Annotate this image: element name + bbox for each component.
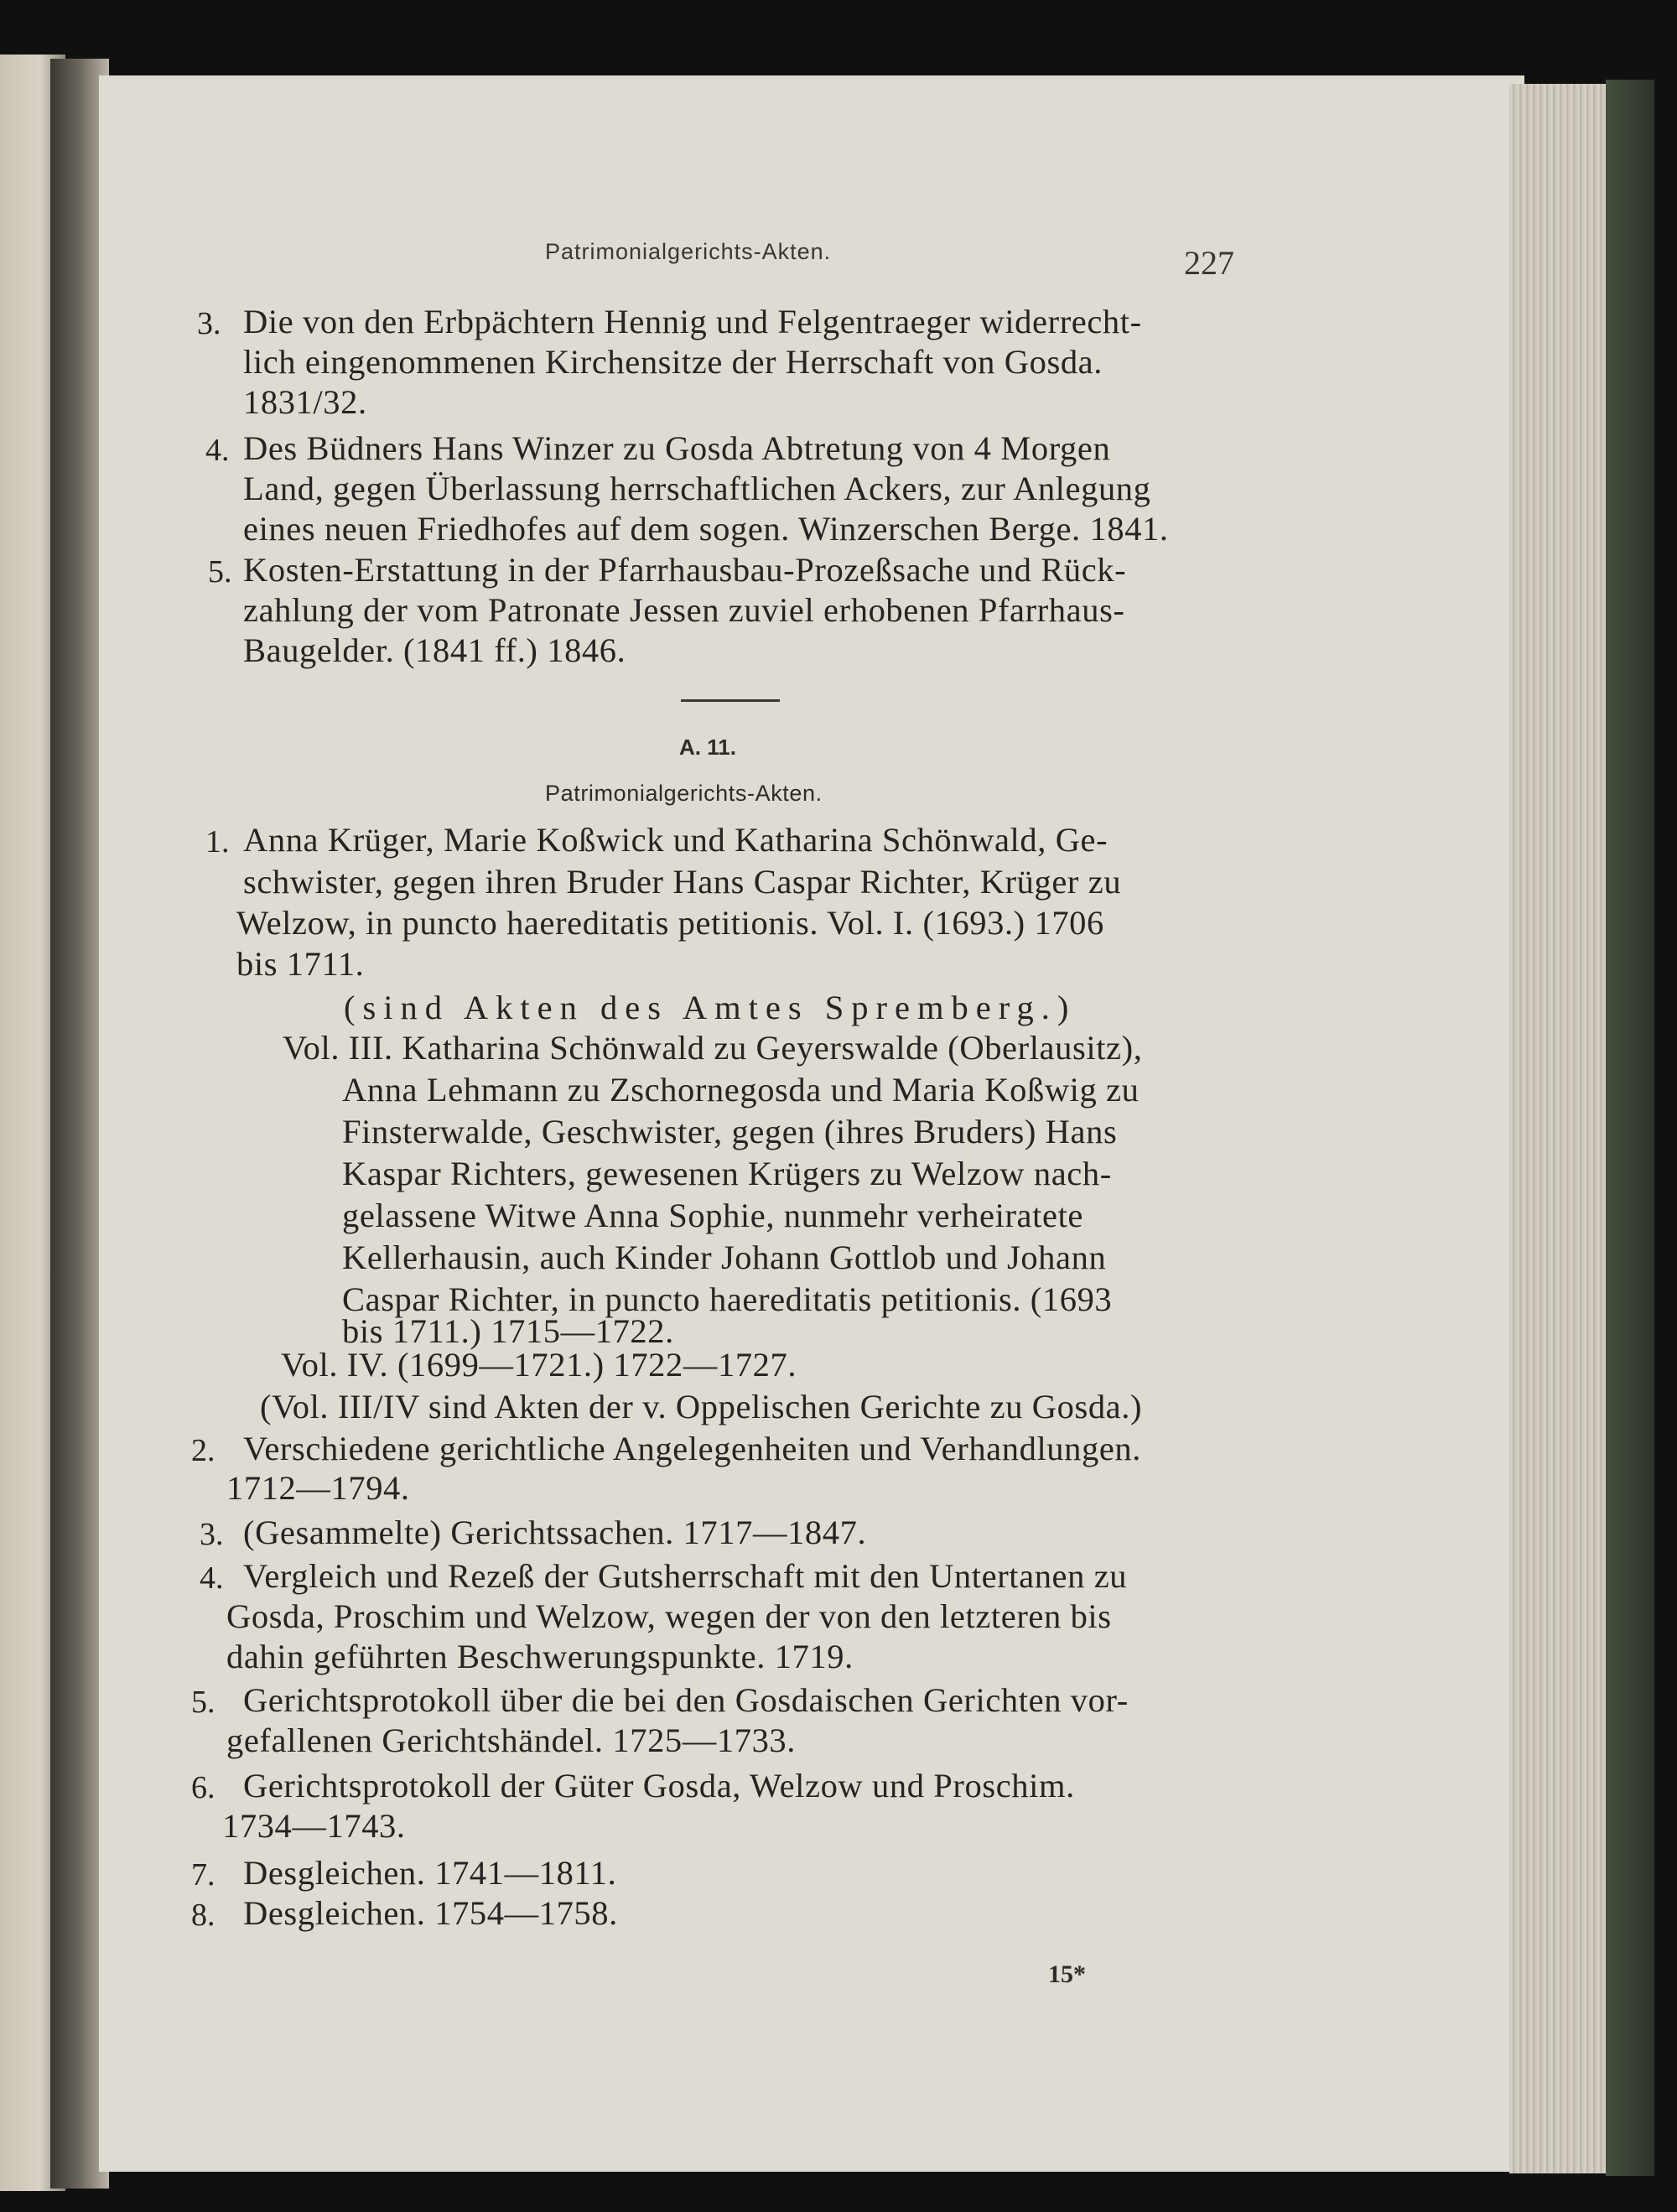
entry-line: schwister, gegen ihren Bruder Hans Caspar Richter, Krüger zu: [243, 863, 1122, 901]
entry-line: Vergleich und Rezeß der Gutsherrschaft mit den Untertanen zu: [243, 1557, 1128, 1595]
entry-line: (Gesammelte) Gerichtssachen. 1717—1847.: [243, 1514, 867, 1551]
entry-number: 2.: [191, 1433, 215, 1468]
entry-line: Verschiedene gerichtliche Angelegenheiten und Verhandlungen.: [243, 1430, 1142, 1467]
entry-line: Gerichtsprotokoll über die bei den Gosdaischen Gerichten vor-: [243, 1681, 1129, 1719]
entry-number: 5.: [191, 1685, 215, 1720]
entry-line: Vol. III. Katharina Schönwald zu Geyerswalde (Oberlausitz),: [283, 1029, 1143, 1067]
entry-line: Caspar Richter, in puncto haereditatis petitionis. (1693: [342, 1280, 1113, 1318]
section-id: A. 11.: [679, 735, 736, 760]
entry-line: Welzow, in puncto haereditatis petitionis. Vol. I. (1693.) 1706: [236, 904, 1104, 942]
entry-number: 1.: [205, 824, 230, 859]
entry-line: Kosten-Erstattung in der Pfarrhausbau-Prozeßsache und Rück-: [243, 551, 1127, 589]
entry-line: Finsterwalde, Geschwister, gegen (ihres Bruders) Hans: [342, 1113, 1118, 1150]
section-rule: [681, 699, 780, 702]
entry-line: Anna Lehmann zu Zschornegosda und Maria Koßwig zu: [342, 1071, 1140, 1109]
entry-number: 6.: [191, 1770, 215, 1805]
entry-number: 5.: [208, 554, 232, 589]
entry-note: (Vol. III/IV sind Akten der v. Oppelischen Gerichte zu Gosda.): [260, 1388, 1143, 1425]
entry-line: gelassene Witwe Anna Sophie, nunmehr verheiratete: [342, 1197, 1083, 1234]
section-title: Patrimonialgerichts-Akten.: [545, 781, 823, 806]
entry-line: Anna Krüger, Marie Koßwick und Katharina Schönwald, Ge-: [243, 821, 1108, 859]
entry-number: 8.: [191, 1898, 215, 1933]
entry-line: gefallenen Gerichtshändel. 1725—1733.: [226, 1721, 796, 1759]
entry-line: Des Büdners Hans Winzer zu Gosda Abtretung von 4 Morgen: [243, 429, 1111, 467]
page-number: 227: [1184, 244, 1234, 282]
entry-line: bis 1711.) 1715—1722.: [342, 1312, 674, 1350]
entry-line: dahin geführten Beschwerungspunkte. 1719.: [226, 1638, 854, 1675]
entry-line: 1712—1794.: [226, 1469, 410, 1507]
entry-line: Gerichtsprotokoll der Güter Gosda, Welzow und Proschim.: [243, 1767, 1075, 1804]
entry-line: Vol. IV. (1699—1721.) 1722—1727.: [281, 1346, 797, 1384]
running-header: Patrimonialgerichts-Akten.: [545, 239, 832, 264]
entry-number: 3.: [200, 1517, 224, 1552]
book-cover: [1606, 80, 1654, 2176]
entry-line: Land, gegen Überlassung herrschaftlichen Ackers, zur Anlegung: [243, 470, 1151, 507]
entry-line: Baugelder. (1841 ff.) 1846.: [243, 631, 626, 669]
entry-line: 1831/32.: [243, 383, 367, 421]
page-edges: [1509, 84, 1614, 2173]
entry-line: Desgleichen. 1741—1811.: [243, 1854, 617, 1892]
entry-number: 4.: [200, 1560, 224, 1596]
entry-line: bis 1711.: [236, 945, 365, 983]
entry-number: 4.: [205, 433, 230, 468]
entry-line: Die von den Erbpächtern Hennig und Felgentraeger widerrecht-: [243, 303, 1142, 340]
entry-line: lich eingenommenen Kirchensitze der Herrschaft von Gosda.: [243, 343, 1103, 381]
entry-number: 3.: [197, 306, 221, 341]
signature-mark: 15*: [1048, 1960, 1086, 1988]
entry-line: eines neuen Friedhofes auf dem sogen. Winzerschen Berge. 1841.: [243, 510, 1169, 548]
entry-note: (sind Akten des Amtes Spremberg.): [344, 989, 1077, 1026]
entry-line: Kaspar Richters, gewesenen Krügers zu Welzow nach-: [342, 1155, 1112, 1192]
entry-line: 1734—1743.: [222, 1807, 406, 1845]
entry-line: zahlung der vom Patronate Jessen zuviel erhobenen Pfarrhaus-: [243, 591, 1125, 629]
entry-number: 7.: [191, 1857, 215, 1893]
entry-line: Desgleichen. 1754—1758.: [243, 1894, 618, 1932]
entry-line: Gosda, Proschim und Welzow, wegen der von den letzteren bis: [226, 1597, 1112, 1635]
entry-line: Kellerhausin, auch Kinder Johann Gottlob und Johann: [342, 1238, 1107, 1276]
